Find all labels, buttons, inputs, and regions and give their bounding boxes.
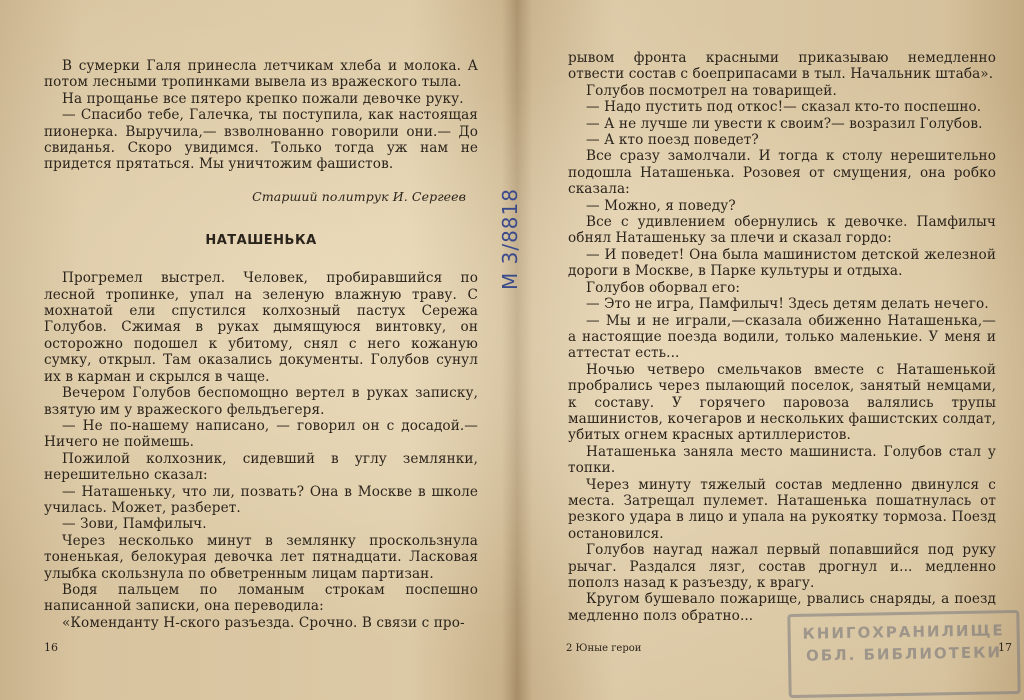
stamp-line: ОБЛ. БИБЛИОТЕКИ — [805, 643, 1003, 665]
paragraph: Через минуту тяжелый состав медленно двинулся с места. Затрещал пулемет. Наташенька пошатнулась от резкого удара в лицо и упала на рукоятку тормоза. Поезд остановился. — [568, 476, 996, 542]
paragraph: Кругом бушевало пожарище, рвались снаряды, а поезд медленно полз обратно... — [568, 591, 996, 624]
paragraph: Наташенька заняла место машиниста. Голубов стал у топки. — [568, 443, 996, 477]
paragraph: — Спасибо тебе, Галечка, ты поступила, как настоящая пионерка. Выручила,— взволнованно говорили они.— До свиданья. Скоро увидимся. Только тогда уж нам не придется прятаться. Мы уничтожим фашистов. — [44, 107, 478, 173]
page-number: 16 — [44, 641, 58, 654]
paragraph: Водя пальцем по ломаным строкам поспешно написанной записки, она переводила: — [44, 581, 478, 615]
paragraph: — И поведет! Она была машинистом детской железной дороги в Москве, в Парке культуры и отдыха. — [568, 246, 996, 280]
paragraph: Все с удивлением обернулись к девочке. Памфилыч обнял Наташеньку за плечи и сказал гордо: — [568, 214, 996, 247]
story-text — [44, 270, 478, 631]
handwritten-inventory-mark: М 3/8818 — [498, 188, 522, 290]
paragraph: В сумерки Галя принесла летчикам хлеба и молока. А потом лесными тропинками вывела из вражеского тыла. — [44, 58, 478, 91]
paragraph: Все сразу замолчали. И тогда к столу нерешительно подошла Наташенька. Розовея от смущения, она робко сказала: — [568, 148, 996, 198]
paragraph: — А кто поезд поведет? — [586, 132, 759, 149]
paragraph: Прогремел выстрел. Человек, пробиравшийся по лесной тропинке, упал на зеленую влажную траву. С мохнатой ели спустился колхозный пастух Сережа Голубов. Сжимая в руках дымящуюся винтовку, он осторожно подошел к убитому, снял с него кожаную сумку, открыл. Там оказались документы. Голубов сунул их в карман и скрылся в чаще. — [44, 270, 478, 385]
stamp-line: КНИГОХРАНИЛИЩЕ — [802, 621, 1005, 643]
paragraph: Голубов посмотрел на товарищей. — [586, 82, 837, 99]
story-title: НАТАШЕНЬКА — [205, 233, 317, 249]
paragraph: Через несколько минут в землянку проскользнула тоненькая, белокурая девочка лет пятнадцати. Ласковая улыбка скользнула по обветренным лицам партизан. — [44, 532, 478, 582]
paragraph: Вечером Голубов беспомощно вертел в руках записку, взятую им у вражеского фельдъегеря. — [44, 385, 478, 418]
opening-text — [44, 58, 478, 173]
paragraph: Пожилой колхозник, сидевший в углу землянки, нерешительно сказал: — [44, 450, 478, 484]
printer-signature-mark: 2 Юные герои — [566, 643, 642, 654]
paragraph: — Это не игра, Памфилыч! Здесь детям делать нечего. — [586, 296, 989, 313]
paragraph: рывом фронта красными приказываю немедленно отвести состав с боеприпасами в тыл. Начальник штаба». — [568, 50, 996, 83]
paragraph: На прощанье все пятеро крепко пожали девочке руку. — [62, 90, 464, 107]
paragraph: Голубов оборвал его: — [586, 279, 741, 296]
library-stamp — [787, 610, 1020, 698]
page-number: 17 — [998, 641, 1012, 654]
paragraph: — Мы и не играли,—сказала обиженно Наташенька,— а настоящие поезда водили, только маленькие. У меня и аттестат есть... — [568, 312, 996, 362]
paragraph: — Можно, я поведу? — [586, 197, 736, 214]
paragraph: «Коменданту Н-ского разъезда. Срочно. В связи с про- — [62, 614, 465, 631]
paragraph: Голубов наугад нажал первый попавшийся под руку рычаг. Раздался лязг, состав дрогнул и... медленно пополз назад к разъезду, к врагу. — [568, 542, 996, 591]
right-page — [498, 0, 1024, 700]
paragraph: — А не лучше ли увести к своим?— возразил Голубов. — [586, 115, 983, 132]
paragraph: — Не по-нашему написано, — говорил он с досадой.— Ничего не поймешь. — [44, 417, 478, 451]
paragraph: Ночью четверо смельчаков вместе с Наташенькой пробрались через пылающий поселок, занятый немцами, к составу. У горячего паровоза валялись трупы машинистов, кочегаров и нескольких фашистских солдат, убитых огнем красных артиллеристов. — [568, 361, 996, 444]
paragraph: — Наташеньку, что ли, позвать? Она в Москве в школе училась. Может, разберет. — [44, 483, 478, 516]
paragraph: — Надо пустить под откос!— сказал кто-то поспешно. — [586, 99, 982, 116]
author-signature: Старший политрук И. Сергеев — [252, 188, 466, 204]
story-text-continued — [568, 50, 996, 624]
paragraph: — Зови, Памфилыч. — [62, 516, 207, 533]
